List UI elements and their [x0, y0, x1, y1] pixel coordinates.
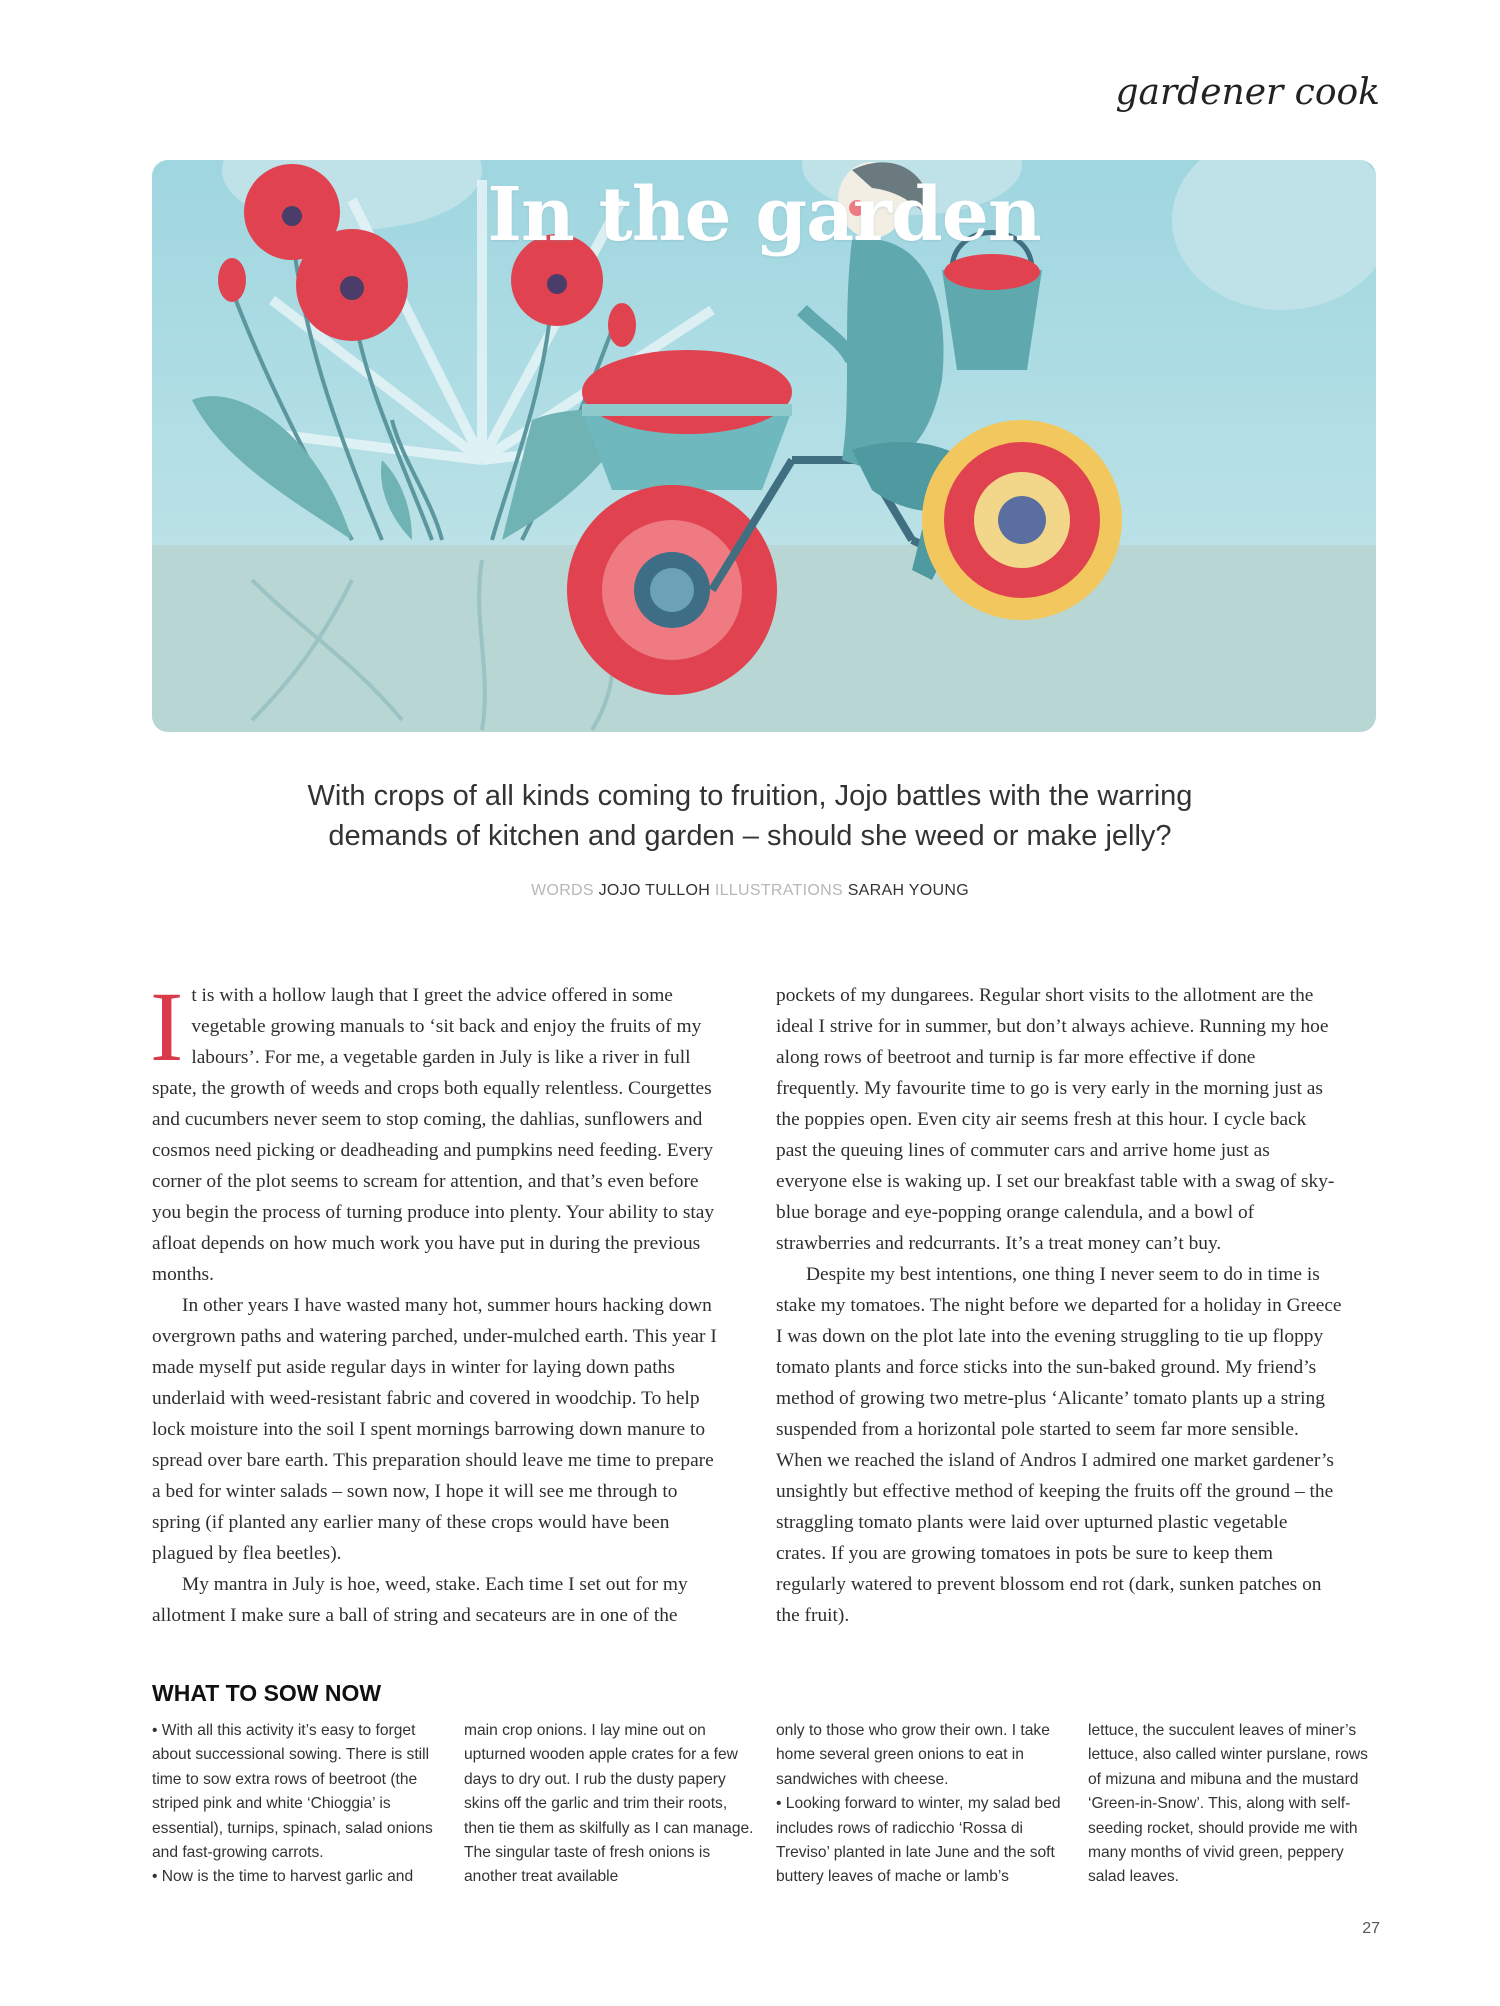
sow-column [776, 1719, 1066, 1890]
article-column-left [150, 971, 718, 1631]
sow-text: • Looking forward to winter, my salad bed includes rows of radicchio ‘Rossa di Treviso’ planted in late June and the soft buttery leaves of mache or lamb’s [776, 1795, 1061, 1886]
byline [0, 882, 1500, 900]
article-paragraph: My mantra in July is hoe, weed, stake. Each time I set out for my allotment I make sure a ball of string and secateurs are in one of the [152, 1574, 688, 1626]
words-label: WORDS [531, 882, 594, 899]
page-number: 27 [1362, 1920, 1380, 1937]
article-paragraph: In other years I have wasted many hot, summer hours hacking down overgrown paths and watering parched, under-mulched earth. This year I made myself put aside regular days in winter for laying down paths underlaid with weed-resistant fabric and covered in woodchip. To help lock moisture into the soil I spent mornings barrowing down manure to spread over bare earth. This preparation should leave me time to prepare a bed for winter salads – sown now, I hope it will see me through to spring (if planted any earlier many of these crops would have been plagued by flea beetles). [152, 1295, 717, 1564]
illustrator-name: SARAH YOUNG [847, 882, 969, 899]
dahlia-flower [922, 420, 1122, 620]
sidebar-heading: WHAT TO SOW NOW [152, 1680, 382, 1706]
author-name: JOJO TULLOH [598, 882, 711, 899]
poppy-bud [218, 258, 246, 302]
red-daisy [567, 485, 777, 695]
standfirst-line: demands of kitchen and garden – should she weed or make jelly? [328, 820, 1172, 852]
paragraph-text: t is with a hollow laugh that I greet the advice offered in some vegetable growing manuals to ‘sit back and enjoy the fruits of my labours’. For me, a vegetable garden in July is like a river in full spate, the growth of weeds and crops both equally relentless. Courgettes and cucumbers never seem to stop coming, the dahlias, sunflowers and cosmos need picking or deadheading and pumpkins need feeding. Every corner of the plot seems to scream for attention, and that’s even before you begin the process of turning produce into plenty. Your ability to stay afloat depends on how much work you have put in during the previous months. [152, 985, 715, 1285]
section-label: gardener cook [1115, 72, 1380, 113]
illustrations-label: ILLUSTRATIONS [714, 882, 843, 899]
sow-text: only to those who grow their own. I take home several green onions to eat in sandwiches with cheese. [776, 1722, 1050, 1788]
sow-column [1088, 1719, 1378, 1890]
sow-text: main crop onions. I lay mine out on upturned wooden apple crates for a few days to dry out. I rub the dusty papery skins off the garlic and trim their roots, then tie them as skilfully as I can manage. The singular taste of fresh onions is another treat available [464, 1722, 754, 1886]
poppy-bud [608, 303, 636, 347]
sow-column [464, 1719, 754, 1890]
standfirst-line: With crops of all kinds coming to fruition, Jojo battles with the warring [307, 780, 1193, 812]
standfirst [200, 776, 1300, 856]
sow-text: • Now is the time to harvest garlic and [152, 1868, 414, 1886]
article-paragraph [150, 971, 718, 1290]
hero-illustration [152, 160, 1376, 732]
article-paragraph: Despite my best intentions, one thing I never seem to do in time is stake my tomatoes. The night before we departed for a holiday in Greece I was down on the plot late into the evening struggling to tie up floppy tomato plants and force sticks into the sun-baked ground. My friend’s method of growing two metre-plus ‘Alicante’ tomato plants up a string suspended from a horizontal pole started to seem far more sensible. When we reached the island of Andros I admired one market gardener’s unsightly but effective method of keeping the fruits off the ground – the straggling tomato plants were laid over upturned plastic vegetable crates. If you are growing tomatoes in pots be sure to keep them regularly watered to prevent blossom end rot (dark, sunken patches on the fruit). [776, 1264, 1342, 1626]
sow-text: • With all this activity it’s easy to forget about successional sowing. There is still time to sow extra rows of beetroot (the striped pink and white ‘Chioggia’ is essential), turnips, spinach, salad onions and fast-growing carrots. [152, 1722, 433, 1862]
article-paragraph: pockets of my dungarees. Regular short visits to the allotment are the ideal I strive for in summer, but don’t always achieve. Running my hoe along rows of beetroot and turnip is far more effective if done frequently. My favourite time to go is very early in the morning just as the poppies open. Even city air seems fresh at this hour. I cycle back past the queuing lines of commuter cars and arrive home just as everyone else is waking up. I set our breakfast table with a swag of sky-blue borage and eye-popping orange calendula, and a bowl of strawberries and redcurrants. It’s a treat money can’t buy. [776, 985, 1335, 1254]
strawberry-basket [582, 350, 792, 490]
drop-cap: I [150, 971, 184, 1082]
article-title: In the garden [487, 172, 1041, 258]
sow-text: lettuce, the succulent leaves of miner’s lettuce, also called winter purslane, rows of mizuna and mibuna and the mustard ‘Green-in-Snow’. This, along with self-seeding rocket, should provide me with many months of vivid green, peppery salad leaves. [1088, 1722, 1368, 1886]
sow-column [152, 1719, 442, 1890]
article-column-right [776, 980, 1342, 1631]
